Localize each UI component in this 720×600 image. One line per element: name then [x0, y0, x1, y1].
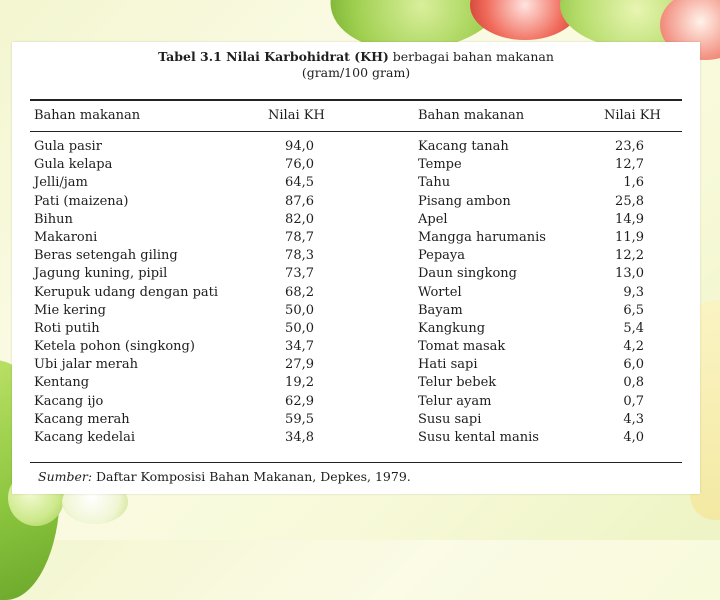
food-name-left: Jelli/jam [34, 175, 88, 191]
table-row [12, 174, 700, 192]
table-row [12, 320, 700, 338]
kh-value-right: 1,6 [623, 175, 644, 191]
food-name-left: Beras setengah giling [34, 248, 178, 264]
kh-value-left: 68,2 [285, 284, 314, 300]
kh-value-right: 12,2 [615, 248, 644, 264]
food-name-right: Tempe [418, 157, 462, 173]
table-row [12, 411, 700, 429]
kh-value-right: 4,2 [623, 339, 644, 355]
table-row [12, 429, 700, 447]
food-name-right: Tahu [418, 175, 451, 191]
table-row [12, 374, 700, 392]
kh-value-left: 87,6 [285, 193, 314, 209]
kh-value-right: 5,4 [623, 320, 644, 336]
table-row [12, 193, 700, 211]
table-body [12, 138, 700, 447]
food-name-left: Gula pasir [34, 139, 102, 154]
source-label: Sumber: [38, 469, 93, 484]
kh-value-left: 34,8 [285, 430, 314, 445]
food-name-left: Kacang kedelai [34, 430, 135, 445]
table-row [12, 247, 700, 265]
food-name-left: Kacang merah [34, 411, 130, 427]
table-row [12, 356, 700, 374]
food-name-right: Telur bebek [418, 375, 497, 391]
kh-value-left: 94,0 [285, 139, 314, 154]
kh-value-right: 14,9 [615, 211, 644, 227]
food-name-right: Tomat masak [418, 339, 506, 355]
food-name-left: Mie kering [34, 302, 106, 318]
food-name-right: Daun singkong [418, 266, 517, 282]
food-name-left: Kerupuk udang dengan pati [34, 284, 219, 300]
table-header-rule [30, 131, 682, 132]
food-name-right: Telur ayam [418, 393, 492, 409]
food-name-left: Makaroni [34, 229, 98, 245]
table-row [12, 156, 700, 174]
header-value-left: Nilai KH [268, 108, 325, 123]
table-bottom-rule [30, 462, 682, 463]
food-name-left: Roti putih [34, 320, 100, 336]
kh-value-right: 6,0 [623, 357, 644, 373]
kh-value-left: 73,7 [285, 266, 314, 282]
table-caption-rest: berbagai bahan makanan [388, 49, 554, 64]
kh-value-left: 78,3 [285, 248, 314, 264]
food-name-right: Hati sapi [418, 357, 478, 373]
kh-value-left: 34,7 [285, 339, 314, 355]
table-row [12, 229, 700, 247]
food-name-right: Mangga harumanis [418, 229, 546, 245]
food-name-left: Kentang [34, 375, 90, 391]
kh-value-left: 78,7 [285, 229, 314, 245]
food-name-right: Susu kental manis [418, 430, 539, 445]
kh-value-right: 0,7 [623, 393, 644, 409]
kh-value-left: 82,0 [285, 211, 314, 227]
food-name-right: Pepaya [418, 248, 466, 264]
table-row [12, 211, 700, 229]
kh-value-right: 12,7 [615, 157, 644, 173]
table-row [12, 302, 700, 320]
kh-value-left: 19,2 [285, 375, 314, 391]
table-caption-unit: (gram/100 gram) [301, 65, 411, 80]
kh-value-left: 27,9 [285, 357, 314, 373]
food-name-left: Bihun [34, 211, 73, 227]
food-name-left: Kacang ijo [34, 393, 104, 409]
kh-value-right: 0,8 [623, 375, 644, 391]
kh-value-right: 9,3 [623, 284, 644, 300]
table-row [12, 338, 700, 356]
table-sheet [12, 42, 700, 494]
food-name-right: Susu sapi [418, 411, 482, 427]
kh-value-left: 50,0 [285, 320, 314, 336]
kh-value-right: 4,3 [623, 411, 644, 427]
kh-value-left: 62,9 [285, 393, 314, 409]
food-name-left: Pati (maizena) [34, 193, 129, 209]
table-caption-title: Tabel 3.1 Nilai Karbohidrat (KH) [158, 49, 389, 64]
food-name-right: Kacang tanah [418, 139, 509, 154]
food-name-right: Wortel [418, 284, 462, 300]
food-name-right: Apel [418, 211, 448, 227]
kh-value-right: 4,0 [623, 430, 644, 445]
table-row [12, 393, 700, 411]
food-name-left: Gula kelapa [34, 157, 113, 173]
kh-value-left: 50,0 [285, 302, 314, 318]
kh-value-right: 11,9 [615, 229, 644, 245]
table-row [12, 284, 700, 302]
header-name-left: Bahan makanan [34, 108, 141, 123]
table-top-rule [30, 99, 682, 101]
food-name-right: Bayam [418, 302, 463, 318]
food-name-left: Ketela pohon (singkong) [34, 339, 195, 355]
kh-value-right: 13,0 [615, 266, 644, 282]
food-name-right: Kangkung [418, 320, 486, 336]
table-caption [12, 48, 700, 65]
table-row [12, 265, 700, 283]
kh-value-left: 59,5 [285, 411, 314, 427]
food-name-left: Jagung kuning, pipil [34, 266, 168, 282]
kh-value-right: 6,5 [623, 302, 644, 318]
kh-value-right: 25,8 [615, 193, 644, 209]
header-name-right: Bahan makanan [418, 108, 525, 123]
source-text: Daftar Komposisi Bahan Makanan, Depkes, 1979. [92, 469, 411, 484]
kh-value-left: 76,0 [285, 157, 314, 173]
kh-value-right: 23,6 [615, 139, 644, 154]
food-name-left: Ubi jalar merah [34, 357, 138, 373]
table-row [12, 138, 700, 156]
table-source [38, 469, 411, 484]
kh-value-left: 64,5 [285, 175, 314, 191]
food-name-right: Pisang ambon [418, 193, 511, 209]
header-value-right: Nilai KH [604, 108, 661, 123]
